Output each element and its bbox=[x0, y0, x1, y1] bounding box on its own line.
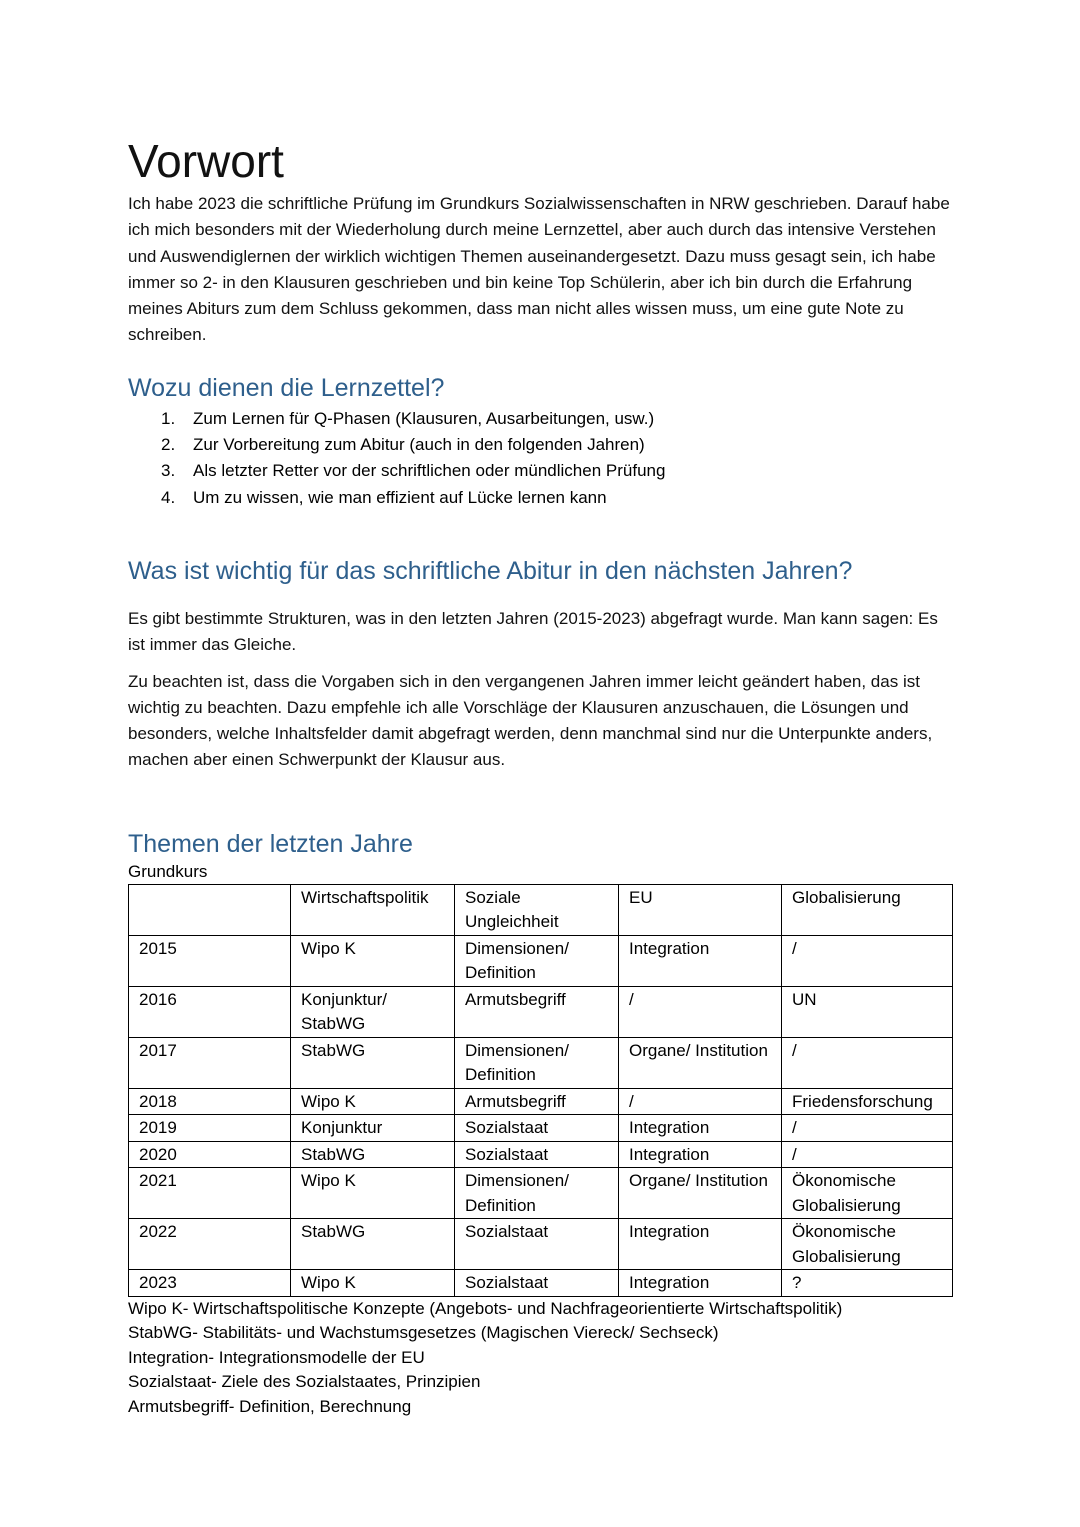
legend-item: Integration- Integrationsmodelle der EU bbox=[128, 1347, 425, 1367]
abbreviation-legend bbox=[128, 1297, 958, 1420]
table-cell: Integration bbox=[619, 1270, 782, 1297]
purpose-list bbox=[128, 406, 958, 511]
section-heading-abitur: Was ist wichtig für das schriftliche Abitur in den nächsten Jahren? bbox=[128, 556, 853, 585]
list-text: Als letzter Retter vor der schriftlichen oder mündlichen Prüfung bbox=[193, 461, 666, 481]
course-label: Grundkurs bbox=[128, 861, 208, 881]
list-text: Zum Lernen für Q-Phasen (Klausuren, Ausarbeitungen, usw.) bbox=[193, 408, 655, 428]
table-cell: Wipo K bbox=[291, 1168, 455, 1219]
table-cell: ? bbox=[782, 1270, 953, 1297]
table-cell: 2023 bbox=[129, 1270, 291, 1297]
table-header-row bbox=[129, 884, 953, 935]
table-cell: Organe/ Institution bbox=[619, 1037, 782, 1088]
table-cell: StabWG bbox=[291, 1037, 455, 1088]
table-cell: 2015 bbox=[129, 935, 291, 986]
table-row bbox=[129, 986, 953, 1037]
table-cell: / bbox=[619, 1088, 782, 1115]
table-cell: 2021 bbox=[129, 1168, 291, 1219]
table-header-cell: EU bbox=[619, 884, 782, 935]
table-cell: Integration bbox=[619, 1115, 782, 1142]
table-header-cell: Soziale Ungleichheit bbox=[455, 884, 619, 935]
table-cell: / bbox=[782, 1115, 953, 1142]
table-cell: Wipo K bbox=[291, 1270, 455, 1297]
table-cell: / bbox=[782, 1037, 953, 1088]
table-cell: Wipo K bbox=[291, 1088, 455, 1115]
table-cell: Dimensionen/ Definition bbox=[455, 935, 619, 986]
table-cell: Integration bbox=[619, 1219, 782, 1270]
list-item bbox=[128, 458, 958, 484]
table-cell: / bbox=[782, 1141, 953, 1168]
legend-item: Armutsbegriff- Definition, Berechnung bbox=[128, 1396, 412, 1416]
list-item bbox=[128, 432, 958, 458]
section-heading-lernzettel: Wozu dienen die Lernzettel? bbox=[128, 373, 445, 402]
table-cell: Sozialstaat bbox=[455, 1141, 619, 1168]
table-header-cell: Wirtschaftspolitik bbox=[291, 884, 455, 935]
table-cell: / bbox=[782, 935, 953, 986]
table-cell: Armutsbegriff bbox=[455, 1088, 619, 1115]
table-row bbox=[129, 1115, 953, 1142]
table-cell: Ökonomische Globalisierung bbox=[782, 1219, 953, 1270]
section-heading-themen: Themen der letzten Jahre bbox=[128, 829, 413, 858]
table-cell: StabWG bbox=[291, 1141, 455, 1168]
table-cell: 2019 bbox=[129, 1115, 291, 1142]
table-cell: Organe/ Institution bbox=[619, 1168, 782, 1219]
table-cell: UN bbox=[782, 986, 953, 1037]
document-content bbox=[128, 133, 958, 1419]
table-row bbox=[129, 1270, 953, 1297]
page-title: Vorwort bbox=[128, 135, 284, 187]
table-cell: Sozialstaat bbox=[455, 1115, 619, 1142]
table-cell: Dimensionen/ Definition bbox=[455, 1168, 619, 1219]
table-cell: Wipo K bbox=[291, 935, 455, 986]
table-cell: 2020 bbox=[129, 1141, 291, 1168]
list-number: 4. bbox=[161, 487, 176, 507]
table-cell: Integration bbox=[619, 935, 782, 986]
table-cell: StabWG bbox=[291, 1219, 455, 1270]
table-cell: / bbox=[619, 986, 782, 1037]
table-cell: Sozialstaat bbox=[455, 1270, 619, 1297]
table-cell: Ökonomische Globalisierung bbox=[782, 1168, 953, 1219]
list-number: 3. bbox=[161, 461, 176, 481]
table-row bbox=[129, 935, 953, 986]
legend-item: StabWG- Stabilitäts- und Wachstumsgesetzes (Magischen Viereck/ Sechseck) bbox=[128, 1323, 719, 1343]
table-cell: 2017 bbox=[129, 1037, 291, 1088]
list-item bbox=[128, 406, 958, 432]
table-row bbox=[129, 1219, 953, 1270]
table-cell: Konjunktur bbox=[291, 1115, 455, 1142]
table-cell: 2018 bbox=[129, 1088, 291, 1115]
list-number: 1. bbox=[161, 408, 176, 428]
table-cell: Friedensforschung bbox=[782, 1088, 953, 1115]
legend-item: Wipo K- Wirtschaftspolitische Konzepte (Angebots- und Nachfrageorientierte Wirtschaftspolitik) bbox=[128, 1298, 843, 1318]
table-cell: Armutsbegriff bbox=[455, 986, 619, 1037]
list-text: Um zu wissen, wie man effizient auf Lücke lernen kann bbox=[193, 487, 607, 507]
abitur-paragraph-2: Zu beachten ist, dass die Vorgaben sich in den vergangenen Jahren immer leicht geändert haben, das ist wichtig zu beachten. Dazu empfehle ich alle Vorschläge der Klausuren anzuschauen, die Lösungen und besonders, welche Inhaltsfelder damit abgefragt werden, denn manchmal sind nur die Unterpunkte anders, machen aber einen Schwerpunkt der Klausur aus. bbox=[128, 671, 933, 770]
table-cell: Sozialstaat bbox=[455, 1219, 619, 1270]
list-number: 2. bbox=[161, 435, 176, 455]
list-item bbox=[128, 485, 958, 511]
legend-item: Sozialstaat- Ziele des Sozialstaates, Prinzipien bbox=[128, 1372, 481, 1392]
table-row bbox=[129, 1088, 953, 1115]
table-row bbox=[129, 1037, 953, 1088]
abitur-paragraph-1: Es gibt bestimmte Strukturen, was in den letzten Jahren (2015-2023) abgefragt wurde. Man kann sagen: Es ist immer das Gleiche. bbox=[128, 608, 938, 655]
table-cell: 2022 bbox=[129, 1219, 291, 1270]
table-cell: Integration bbox=[619, 1141, 782, 1168]
intro-paragraph: Ich habe 2023 die schriftliche Prüfung im Grundkurs Sozialwissenschaften in NRW geschrieben. Darauf habe ich mich besonders mit der Wiederholung durch meine Lernzettel, aber auch durch das intensive Verstehen und Auswendiglernen der wirklich wichtigen Themen auseinandergesetzt. Dazu muss gesagt sein, ich habe immer so 2- in den Klausuren geschrieben und bin keine Top Schülerin, aber ich bin durch die Erfahrung meines Abiturs zum dem Schluss gekommen, dass man nicht alles wissen muss, um eine gute Note zu schreiben. bbox=[128, 194, 950, 345]
table-cell: Konjunktur/ StabWG bbox=[291, 986, 455, 1037]
table-header-cell: Globalisierung bbox=[782, 884, 953, 935]
list-text: Zur Vorbereitung zum Abitur (auch in den folgenden Jahren) bbox=[193, 435, 645, 455]
table-cell: Dimensionen/ Definition bbox=[455, 1037, 619, 1088]
topics-table bbox=[128, 884, 953, 1297]
table-row bbox=[129, 1168, 953, 1219]
table-cell: 2016 bbox=[129, 986, 291, 1037]
table-row bbox=[129, 1141, 953, 1168]
table-header-cell bbox=[129, 884, 291, 935]
